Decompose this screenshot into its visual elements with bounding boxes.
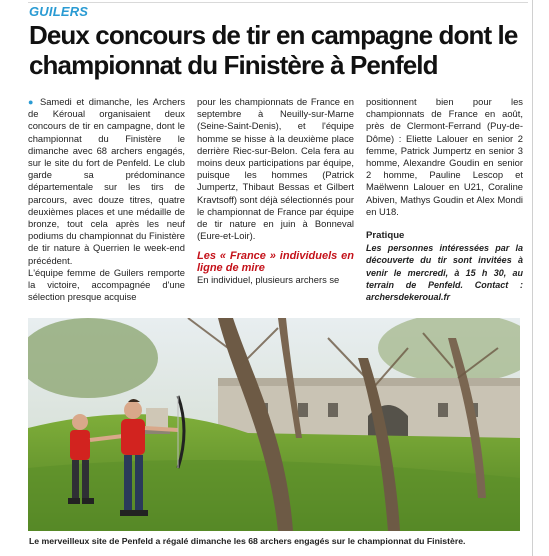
- paragraph-individual: En individuel, plusieurs archers se: [197, 274, 340, 286]
- article-headline: Deux concours de tir en campagne dont le championnat du Finistère à Penfeld: [29, 20, 518, 80]
- article-subhead: Les « France » individuels en ligne de mire: [197, 250, 354, 275]
- article-photo: [28, 318, 520, 531]
- pratique-heading: Pratique: [366, 230, 405, 242]
- paragraph-championships: pour les championnats de France en septembre à Neuilly-sur-Marne (Seine-Saint-Denis), et l'équipe homme se hisse à la deuxième place derrière Riec-sur-Belon. Cela fera au moins deux participations par équipe, puisque les hommes (Patrick Jumpertz, Thibaut Bessas et Gilbert Kravtsoff) sont déjà sélectionnés pour le championnat de France par équipe de tir nature en juin à Bonneval (Eure-et-Loir).: [197, 96, 354, 242]
- photo-caption: Le merveilleux site de Penfeld a régalé dimanche les 68 archers engagés sur le championnat du Finistère.: [29, 536, 466, 546]
- pratique-text: Les personnes intéressées par la découverte du tir sont invitées à venir le mercredi, à 15 h 30, au terrain de Penfeld. Contact : archersdekeroual.fr: [366, 243, 523, 303]
- paragraph-qualifiers: positionnent bien pour les championnats de France en août, près de Clermont-Ferrand (Puy-de-Dôme) : Eliette Lalouer en senior 2 femme, Patrick Jumpertz en senior 3 homme, Alexandre Goudin en senior 2 homme, Pauline Lescop et Maëlwenn Lalouer en U21, Coraline Abiven, Mathys Goudin et Alex Mondi en U18.: [366, 96, 523, 217]
- intro-paragraph: Samedi et dimanche, les Archers de Kéroual organisaient deux concours de tir en campagne, dont le championnat du Finistère le dimanche avec 68 archers engagés, sur le site du fort de Penfeld. Le club garde sa prédominance départementale sur les tirs de parcours, avec douze titres, quatre deuxièmes places et une médaille de bronze, tout cela après les neuf podiums du championnat du Finistère de tir nature à Querrien le week-end précédent.: [28, 96, 186, 266]
- paragraph-team: L'équipe femme de Guilers remporte la victoire, accompagnée d'une sélection presque acquise: [28, 266, 185, 303]
- bullet-icon: ●: [28, 97, 40, 107]
- article-column-2: [197, 96, 354, 287]
- article-column-1: [28, 96, 185, 303]
- column-divider: [532, 0, 533, 556]
- article-column-3: [366, 96, 523, 303]
- article-kicker: GUILERS: [29, 4, 89, 19]
- top-rule: [28, 2, 528, 3]
- archers-photo-illustration: [28, 318, 520, 531]
